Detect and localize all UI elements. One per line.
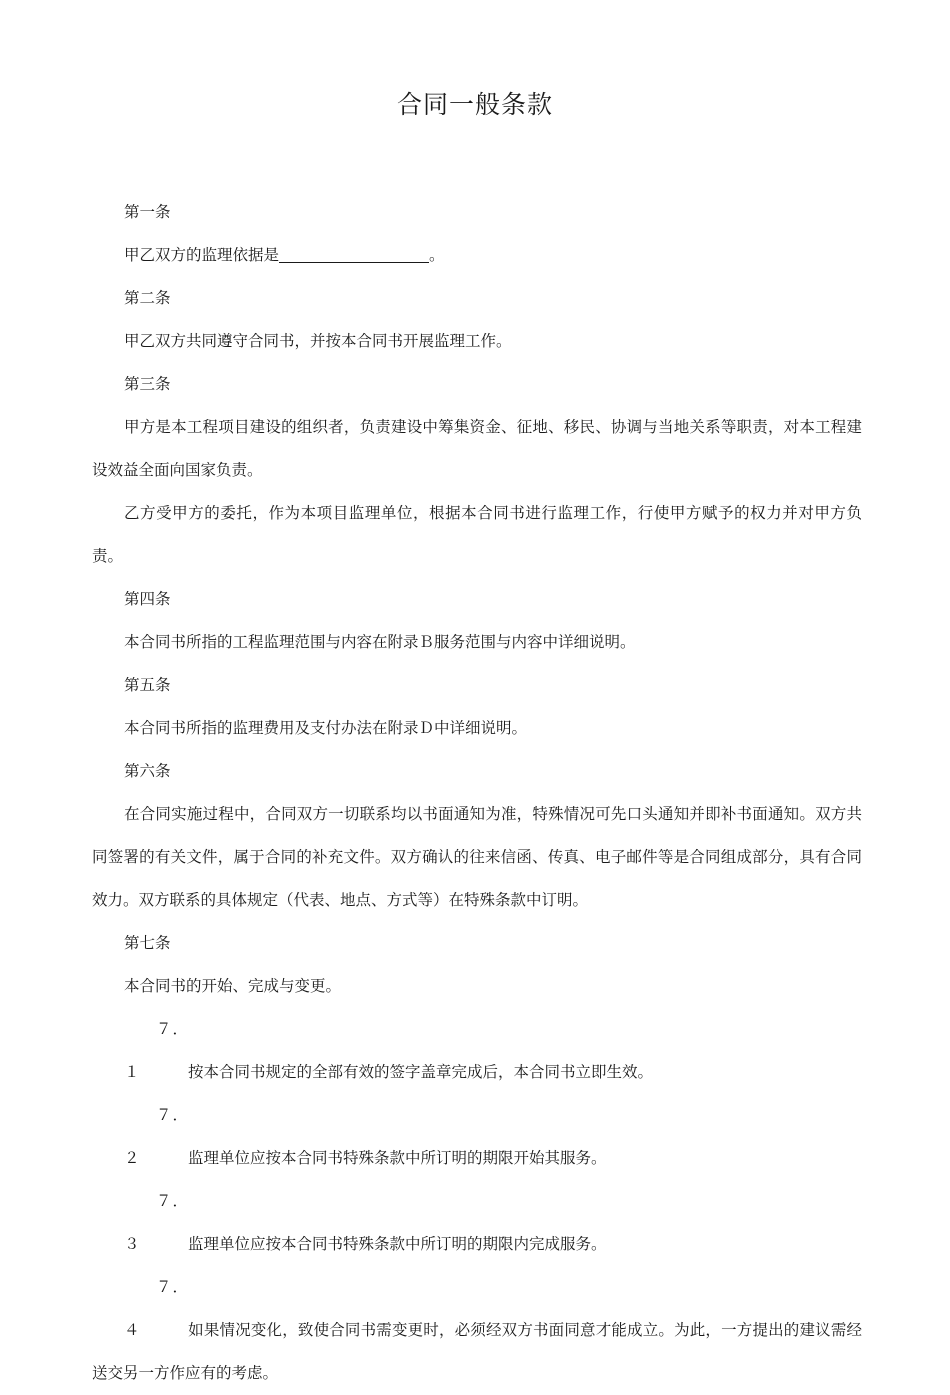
article-7-text: 本合同书的开始、完成与变更。 [124, 977, 342, 995]
article-1-text [92, 234, 862, 277]
article-1-text-before: 甲乙双方的监理依据是 [124, 246, 280, 264]
article-7-heading: 第七条 [124, 934, 171, 952]
article-1-heading: 第一条 [124, 203, 171, 221]
clause-text: 监理单位应按本合同书特殊条款中所订明的期限内完成服务。 [188, 1235, 607, 1253]
clause-number: ７．４ [124, 1278, 188, 1339]
article-3-text-2: 乙方受甲方的委托，作为本项目监理单位，根据本合同书进行监理工作，行使甲方赋予的权力并对甲方负责。 [92, 504, 862, 565]
clause-text: 按本合同书规定的全部有效的签字盖章完成后，本合同书立即生效。 [188, 1063, 654, 1081]
article-7-item [92, 1180, 862, 1266]
article-4-heading: 第四条 [124, 590, 171, 608]
article-5-heading: 第五条 [124, 676, 171, 694]
article-1-text-after: 。 [429, 246, 445, 264]
article-7-item [92, 1266, 862, 1395]
clause-number: ７．１ [124, 1020, 188, 1081]
article-2-heading: 第二条 [124, 289, 171, 307]
article-3-heading: 第三条 [124, 375, 171, 393]
article-4-text: 本合同书所指的工程监理范围与内容在附录Ｂ服务范围与内容中详细说明。 [124, 633, 636, 651]
document-body [92, 191, 862, 1395]
clause-text: 监理单位应按本合同书特殊条款中所订明的期限开始其服务。 [188, 1149, 607, 1167]
article-5-text: 本合同书所指的监理费用及支付办法在附录Ｄ中详细说明。 [124, 719, 528, 737]
article-6-heading: 第六条 [124, 762, 171, 780]
document-title: 合同一般条款 [396, 90, 553, 119]
clause-number: ７．３ [124, 1192, 188, 1253]
article-2-text: 甲乙双方共同遵守合同书，并按本合同书开展监理工作。 [124, 332, 512, 350]
article-3-text-1: 甲方是本工程项目建设的组织者，负责建设中筹集资金、征地、移民、协调与当地关系等职责，对本工程建设效益全面向国家负责。 [92, 418, 862, 479]
article-6-text: 在合同实施过程中，合同双方一切联系均以书面通知为准，特殊情况可先口头通知并即补书面通知。双方共同签署的有关文件，属于合同的补充文件。双方确认的往来信函、传真、电子邮件等是合同组成部分，具有合同效力。双方联系的具体规定（代表、地点、方式等）在特殊条款中订明。 [92, 805, 862, 909]
clause-text: 如果情况变化，致使合同书需变更时，必须经双方书面同意才能成立。为此，一方提出的建议需经送交另一方作应有的考虑。 [92, 1321, 862, 1382]
fill-in-blank[interactable] [279, 246, 429, 263]
article-7-item [92, 1008, 862, 1094]
clause-number: ７．２ [124, 1106, 188, 1167]
article-7-item [92, 1094, 862, 1180]
